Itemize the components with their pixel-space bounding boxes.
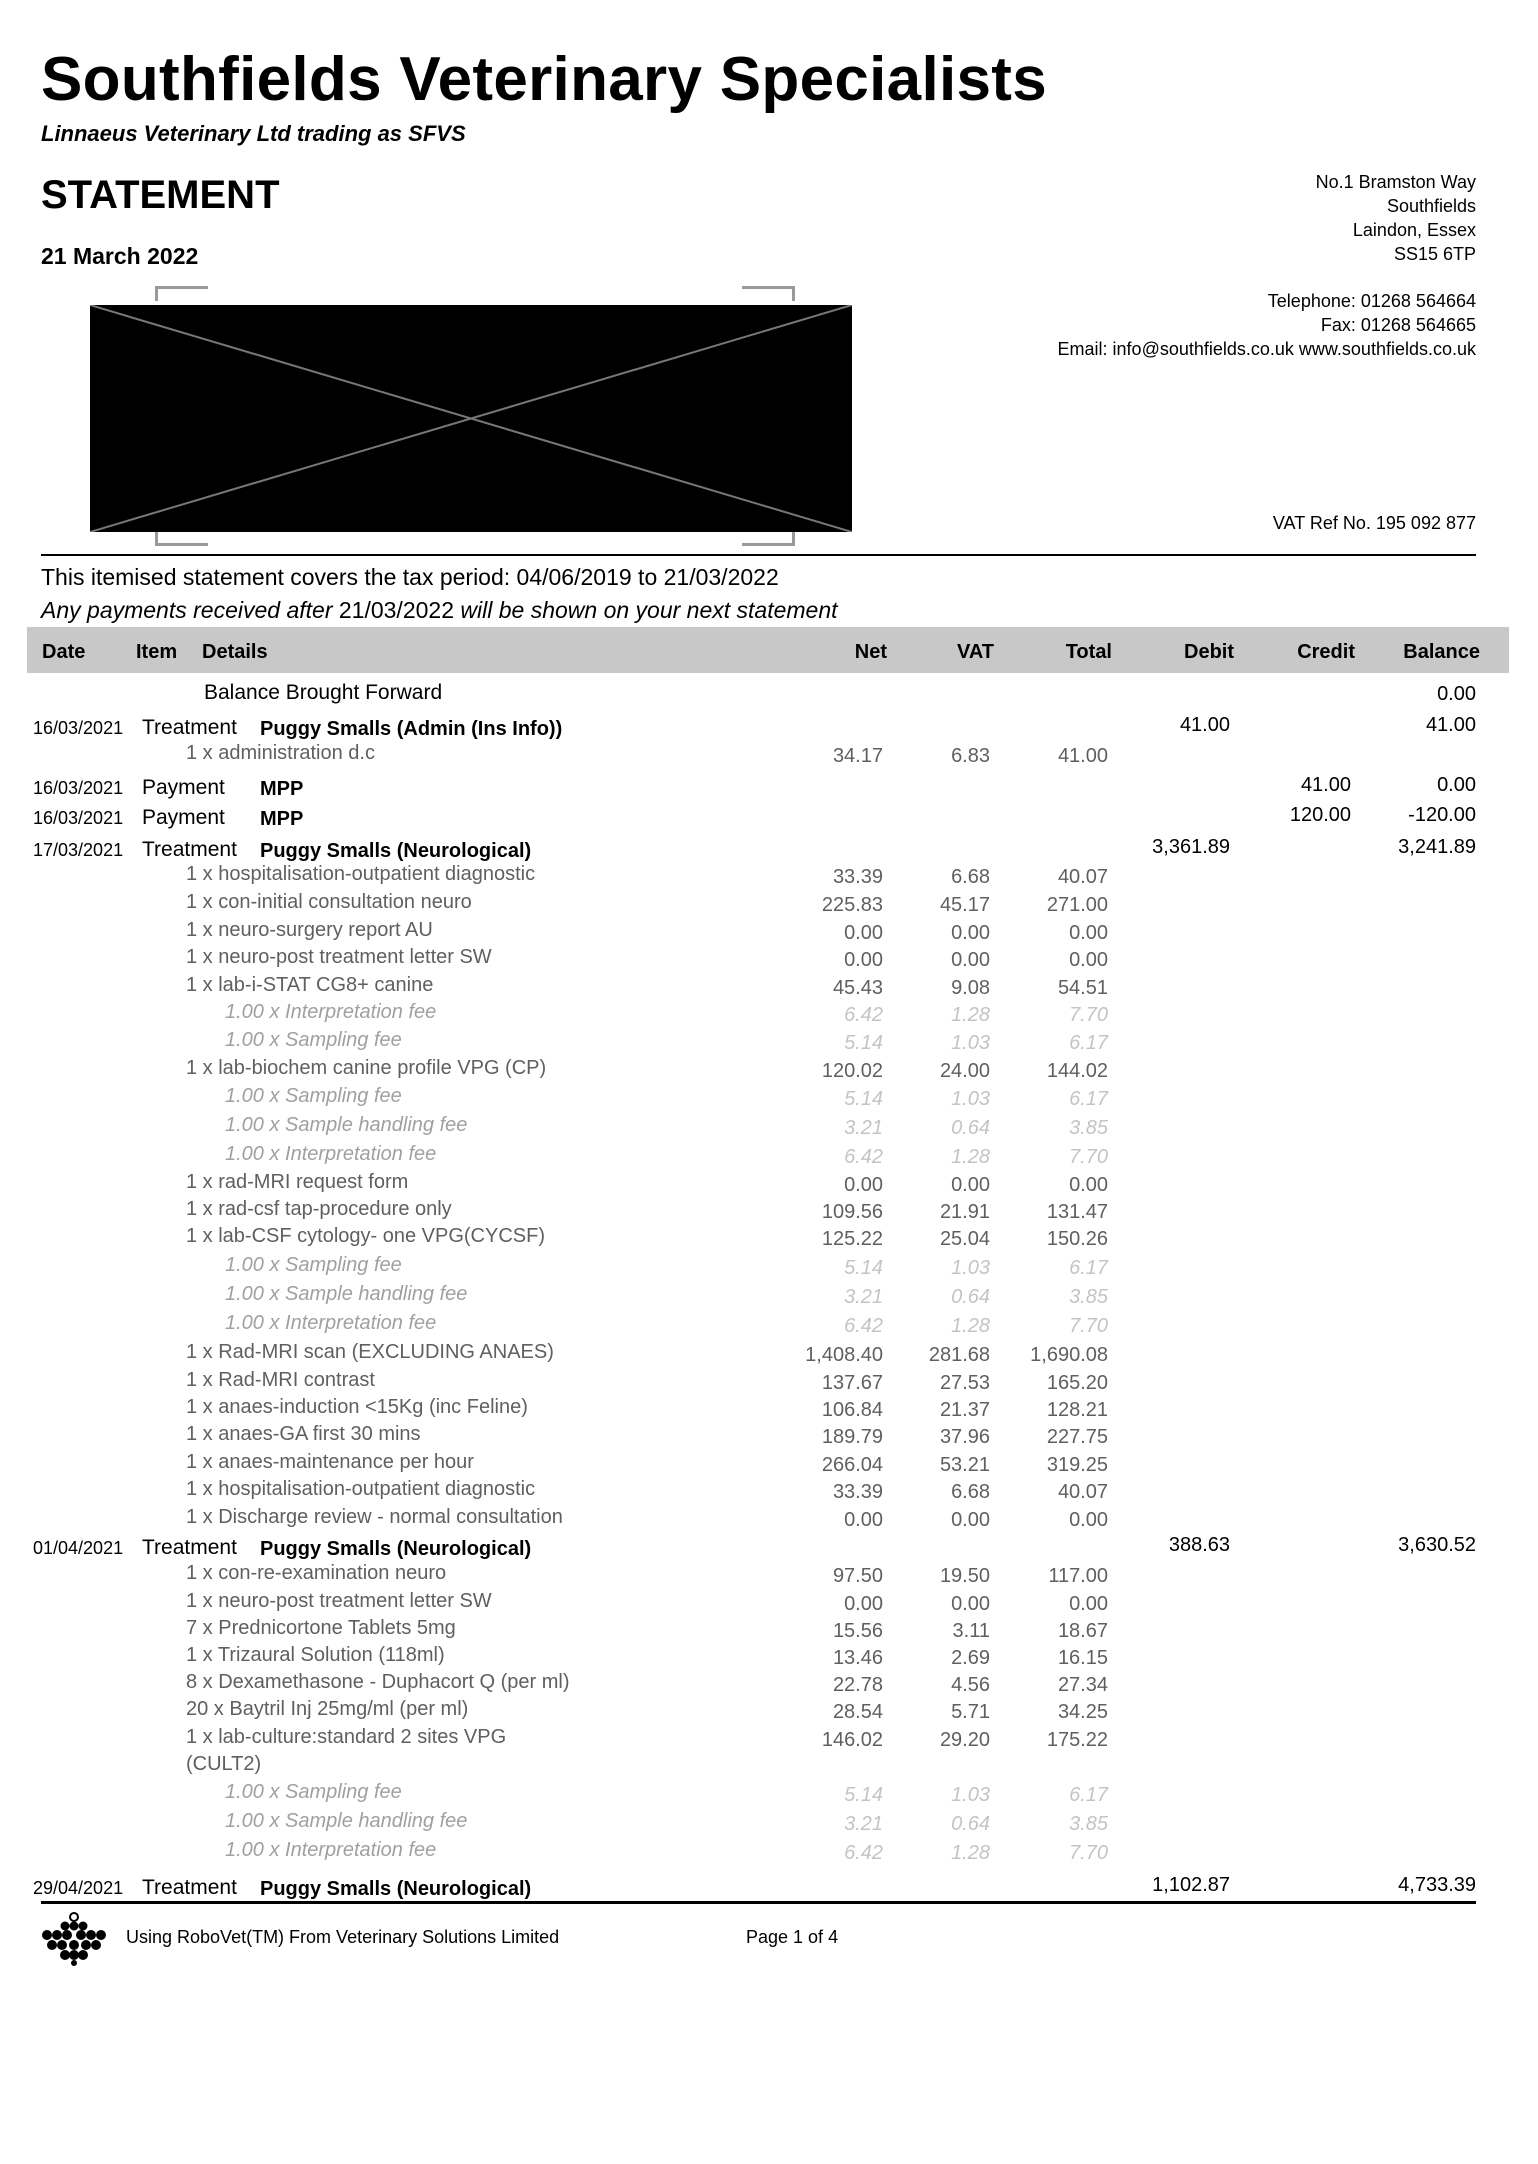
line-vat: 2.69 (951, 1647, 990, 1669)
software-credit: Using RoboVet(TM) From Veterinary Solutions Limited (126, 1927, 560, 1947)
line-net: 6.42 (844, 1842, 883, 1864)
line-total: 7.70 (1069, 1004, 1108, 1026)
line-item: 1 x neuro-post treatment letter SW (186, 1590, 492, 1612)
bracket-corner (155, 531, 208, 546)
address-line: No.1 Bramston Way (1315, 172, 1476, 192)
line-total: 6.17 (1069, 1784, 1108, 1806)
row-date: 16/03/2021 (33, 778, 124, 798)
line-vat: 53.21 (939, 1454, 990, 1476)
line-vat: 21.91 (939, 1201, 990, 1223)
payment-note-suffix: will be shown on your next statement (454, 597, 838, 623)
line-item: 20 x Baytril Inj 25mg/ml (per ml) (186, 1698, 469, 1720)
line-total: 319.25 (1046, 1454, 1108, 1476)
line-net: 3.21 (844, 1117, 883, 1139)
row-date: 29/04/2021 (33, 1878, 124, 1898)
row-date: 17/03/2021 (33, 840, 124, 860)
row-credit: 120.00 (1289, 804, 1351, 826)
col-total: Total (1065, 641, 1112, 663)
col-vat: VAT (956, 641, 994, 663)
line-subitem: 1.00 x Sample handling fee (225, 1283, 468, 1305)
line-subitem: 1.00 x Interpretation fee (225, 1839, 437, 1861)
line-total: 175.22 (1046, 1729, 1108, 1751)
line-item: 1 x anaes-maintenance per hour (186, 1451, 474, 1473)
line-item: 1 x Trizaural Solution (118ml) (186, 1644, 445, 1666)
clinic-address (1316, 170, 1476, 266)
payment-note-prefix: Any payments received after (41, 597, 339, 623)
line-net: 33.39 (832, 1481, 883, 1503)
line-net: 6.42 (844, 1315, 883, 1337)
line-total: 7.70 (1069, 1146, 1108, 1168)
col-date: Date (42, 641, 86, 663)
line-vat: 6.83 (951, 745, 990, 767)
line-net: 266.04 (821, 1454, 883, 1476)
line-vat: 19.50 (939, 1565, 990, 1587)
line-total: 7.70 (1069, 1315, 1108, 1337)
payment-note (41, 597, 838, 624)
line-item: 1 x lab-biochem canine profile VPG (CP) (186, 1057, 547, 1079)
col-credit: Credit (1297, 641, 1355, 663)
bracket-corner (155, 286, 208, 301)
line-total: 3.85 (1069, 1286, 1108, 1308)
line-net: 97.50 (832, 1565, 883, 1587)
line-vat: 37.96 (939, 1426, 990, 1448)
line-net: 34.17 (832, 745, 883, 767)
line-total: 1,690.08 (1030, 1344, 1108, 1366)
line-net: 189.79 (821, 1426, 883, 1448)
line-item: 1 x Rad-MRI scan (EXCLUDING ANAES) (186, 1341, 554, 1363)
line-net: 5.14 (844, 1088, 883, 1110)
line-subitem: 1.00 x Sampling fee (225, 1029, 402, 1051)
line-vat: 1.03 (951, 1257, 990, 1279)
row-details: Puggy Smalls (Admin (Ins Info)) (260, 718, 563, 740)
line-item: 1 x lab-CSF cytology- one VPG(CYCSF) (186, 1225, 545, 1247)
line-total: 271.00 (1046, 894, 1108, 916)
line-net: 1,408.40 (805, 1344, 883, 1366)
line-total: 0.00 (1069, 922, 1108, 944)
row-date: 16/03/2021 (33, 808, 124, 828)
line-net: 146.02 (821, 1729, 883, 1751)
line-vat: 0.00 (951, 949, 990, 971)
line-item: 1 x lab-culture:standard 2 sites VPG (186, 1726, 507, 1748)
line-net: 45.43 (832, 977, 883, 999)
line-vat: 29.20 (939, 1729, 990, 1751)
line-vat: 0.64 (951, 1117, 990, 1139)
line-vat: 0.64 (951, 1813, 990, 1835)
tax-period-range: 04/06/2019 to 21/03/2022 (516, 564, 779, 590)
line-net: 225.83 (821, 894, 883, 916)
line-total: 6.17 (1069, 1088, 1108, 1110)
line-total: 150.26 (1046, 1228, 1108, 1250)
trading-as: Linnaeus Veterinary Ltd trading as SFVS (41, 121, 466, 146)
line-net: 15.56 (832, 1620, 883, 1642)
line-total: 54.51 (1057, 977, 1108, 999)
line-total: 165.20 (1046, 1372, 1108, 1394)
line-item: 1 x Discharge review - normal consultation (186, 1506, 563, 1528)
line-net: 22.78 (832, 1674, 883, 1696)
col-balance: Balance (1403, 641, 1480, 663)
line-total: 34.25 (1057, 1701, 1108, 1723)
row-debit: 3,361.89 (1152, 836, 1230, 858)
line-subitem: 1.00 x Sampling fee (225, 1085, 402, 1107)
line-total: 41.00 (1057, 745, 1108, 767)
line-item: 1 x hospitalisation-outpatient diagnostic (186, 1478, 536, 1500)
line-vat: 1.28 (951, 1004, 990, 1026)
line-total: 144.02 (1046, 1060, 1108, 1082)
line-item: (CULT2) (186, 1753, 262, 1775)
line-subitem: 1.00 x Interpretation fee (225, 1312, 437, 1334)
redaction-icon (90, 305, 852, 532)
line-vat: 6.68 (951, 866, 990, 888)
line-item: 1 x lab-i-STAT CG8+ canine (186, 974, 434, 996)
line-total: 128.21 (1046, 1399, 1108, 1421)
line-vat: 281.68 (928, 1344, 990, 1366)
row-balance: -120.00 (1408, 804, 1476, 826)
row-date: 16/03/2021 (33, 718, 124, 738)
line-total: 18.67 (1057, 1620, 1108, 1642)
line-item: 1 x con-re-examination neuro (186, 1562, 447, 1584)
line-net: 125.22 (821, 1228, 883, 1250)
address-line: Southfields (1386, 196, 1476, 216)
line-total: 3.85 (1069, 1117, 1108, 1139)
line-subitem: 1.00 x Sampling fee (225, 1254, 402, 1276)
address-line: SS15 6TP (1393, 244, 1476, 264)
line-vat: 21.37 (939, 1399, 990, 1421)
line-vat: 3.11 (952, 1620, 990, 1642)
fax: Fax: 01268 564665 (1320, 315, 1476, 335)
row-debit: 1,102.87 (1152, 1874, 1230, 1896)
line-total: 6.17 (1069, 1032, 1108, 1054)
vat-ref: VAT Ref No. 195 092 877 (1272, 513, 1476, 533)
line-vat: 0.00 (951, 1509, 990, 1531)
col-debit: Debit (1184, 641, 1234, 663)
divider (41, 554, 1476, 556)
line-subitem: 1.00 x Sample handling fee (225, 1114, 468, 1136)
line-total: 0.00 (1069, 1174, 1108, 1196)
line-vat: 1.03 (951, 1784, 990, 1806)
line-net: 6.42 (844, 1004, 883, 1026)
address-line: Laindon, Essex (1352, 220, 1476, 240)
line-item: 1 x anaes-induction <15Kg (inc Feline) (186, 1396, 528, 1418)
row-details: MPP (260, 808, 304, 830)
row-balance: 3,630.52 (1398, 1534, 1476, 1556)
line-subitem: 1.00 x Interpretation fee (225, 1143, 437, 1165)
page-number: Page 1 of 4 (746, 1927, 839, 1947)
row-item-type: Treatment (142, 1536, 237, 1559)
line-vat: 0.00 (951, 1174, 990, 1196)
line-vat: 24.00 (939, 1060, 990, 1082)
telephone: Telephone: 01268 564664 (1267, 291, 1476, 311)
line-vat: 1.28 (951, 1842, 990, 1864)
line-vat: 25.04 (939, 1228, 990, 1250)
line-net: 3.21 (844, 1813, 883, 1835)
line-vat: 1.03 (951, 1032, 990, 1054)
line-total: 0.00 (1069, 1509, 1108, 1531)
row-debit: 388.63 (1168, 1534, 1230, 1556)
row-credit: 41.00 (1300, 774, 1351, 796)
col-details: Details (202, 641, 268, 663)
divider (41, 1901, 1476, 1904)
line-net: 28.54 (832, 1701, 883, 1723)
brought-forward-label: Balance Brought Forward (204, 681, 443, 704)
robovet-logo-icon (41, 1912, 107, 1967)
line-net: 0.00 (844, 1593, 883, 1615)
line-total: 131.47 (1046, 1201, 1108, 1223)
email-web: Email: info@southfields.co.uk www.southfields.co.uk (1057, 339, 1476, 359)
line-vat: 1.03 (951, 1088, 990, 1110)
line-net: 109.56 (821, 1201, 883, 1223)
line-total: 3.85 (1069, 1813, 1108, 1835)
clinic-contact (1058, 289, 1476, 361)
line-net: 137.67 (821, 1372, 883, 1394)
row-balance: 41.00 (1425, 714, 1476, 736)
col-item: Item (136, 641, 178, 663)
line-item: 1 x rad-MRI request form (186, 1171, 409, 1193)
line-vat: 5.71 (951, 1701, 990, 1723)
line-total: 40.07 (1057, 866, 1108, 888)
line-net: 0.00 (844, 1509, 883, 1531)
bracket-corner (742, 531, 795, 546)
table-header (27, 627, 1509, 673)
line-total: 40.07 (1057, 1481, 1108, 1503)
line-total: 27.34 (1057, 1674, 1108, 1696)
row-balance: 0.00 (1437, 774, 1476, 796)
line-net: 5.14 (844, 1032, 883, 1054)
line-net: 33.39 (832, 866, 883, 888)
line-net: 0.00 (844, 949, 883, 971)
line-net: 106.84 (821, 1399, 883, 1421)
row-details: MPP (260, 778, 304, 800)
line-total: 6.17 (1069, 1257, 1108, 1279)
line-vat: 1.28 (951, 1146, 990, 1168)
line-total: 0.00 (1069, 949, 1108, 971)
payment-note-date: 21/03/2022 (338, 597, 454, 623)
line-item: 1 x con-initial consultation neuro (186, 891, 472, 913)
line-net: 5.14 (844, 1257, 883, 1279)
line-net: 5.14 (844, 1784, 883, 1806)
tax-period (41, 564, 779, 591)
line-item: 1 x administration d.c (186, 742, 375, 764)
line-item: 7 x Prednicortone Tablets 5mg (186, 1617, 456, 1639)
row-debit: 41.00 (1179, 714, 1230, 736)
line-total: 0.00 (1069, 1593, 1108, 1615)
bracket-corner (742, 286, 795, 301)
line-vat: 0.64 (951, 1286, 990, 1308)
line-vat: 6.68 (951, 1481, 990, 1503)
line-net: 13.46 (832, 1647, 883, 1669)
line-item: 1 x hospitalisation-outpatient diagnostic (186, 863, 536, 885)
tax-period-label: This itemised statement covers the tax period: (41, 564, 517, 590)
line-net: 0.00 (844, 1174, 883, 1196)
line-subitem: 1.00 x Sampling fee (225, 1781, 402, 1803)
line-net: 3.21 (844, 1286, 883, 1308)
row-item-type: Payment (142, 806, 225, 829)
line-total: 16.15 (1057, 1647, 1108, 1669)
row-item-type: Treatment (142, 1876, 237, 1899)
row-balance: 4,733.39 (1398, 1874, 1476, 1896)
line-net: 120.02 (821, 1060, 883, 1082)
line-total: 7.70 (1069, 1842, 1108, 1864)
statement-date: 21 March 2022 (41, 243, 199, 269)
line-total: 227.75 (1046, 1426, 1108, 1448)
line-net: 0.00 (844, 922, 883, 944)
line-vat: 0.00 (951, 1593, 990, 1615)
document-title: STATEMENT (41, 173, 280, 217)
line-vat: 4.56 (951, 1674, 990, 1696)
row-balance: 3,241.89 (1398, 836, 1476, 858)
row-details: Puggy Smalls (Neurological) (260, 1878, 532, 1900)
row-date: 01/04/2021 (33, 1538, 124, 1558)
line-item: 1 x neuro-post treatment letter SW (186, 946, 492, 968)
line-vat: 9.08 (951, 977, 990, 999)
line-vat: 45.17 (939, 894, 990, 916)
row-item-type: Payment (142, 776, 225, 799)
line-vat: 27.53 (939, 1372, 990, 1394)
row-item-type: Treatment (142, 838, 237, 861)
line-item: 8 x Dexamethasone - Duphacort Q (per ml) (186, 1671, 570, 1693)
row-item-type: Treatment (142, 716, 237, 739)
line-subitem: 1.00 x Interpretation fee (225, 1001, 437, 1023)
line-item: 1 x Rad-MRI contrast (186, 1369, 375, 1391)
line-total: 117.00 (1048, 1565, 1108, 1587)
line-net: 6.42 (844, 1146, 883, 1168)
line-vat: 0.00 (951, 922, 990, 944)
row-details: Puggy Smalls (Neurological) (260, 1538, 532, 1560)
line-subitem: 1.00 x Sample handling fee (225, 1810, 468, 1832)
line-vat: 1.28 (951, 1315, 990, 1337)
col-net: Net (854, 641, 887, 663)
clinic-name: Southfields Veterinary Specialists (41, 45, 1048, 114)
brought-forward-balance: 0.00 (1437, 683, 1476, 705)
line-item: 1 x neuro-surgery report AU (186, 919, 433, 941)
row-details: Puggy Smalls (Neurological) (260, 840, 532, 862)
line-item: 1 x rad-csf tap-procedure only (186, 1198, 452, 1220)
line-item: 1 x anaes-GA first 30 mins (186, 1423, 421, 1445)
